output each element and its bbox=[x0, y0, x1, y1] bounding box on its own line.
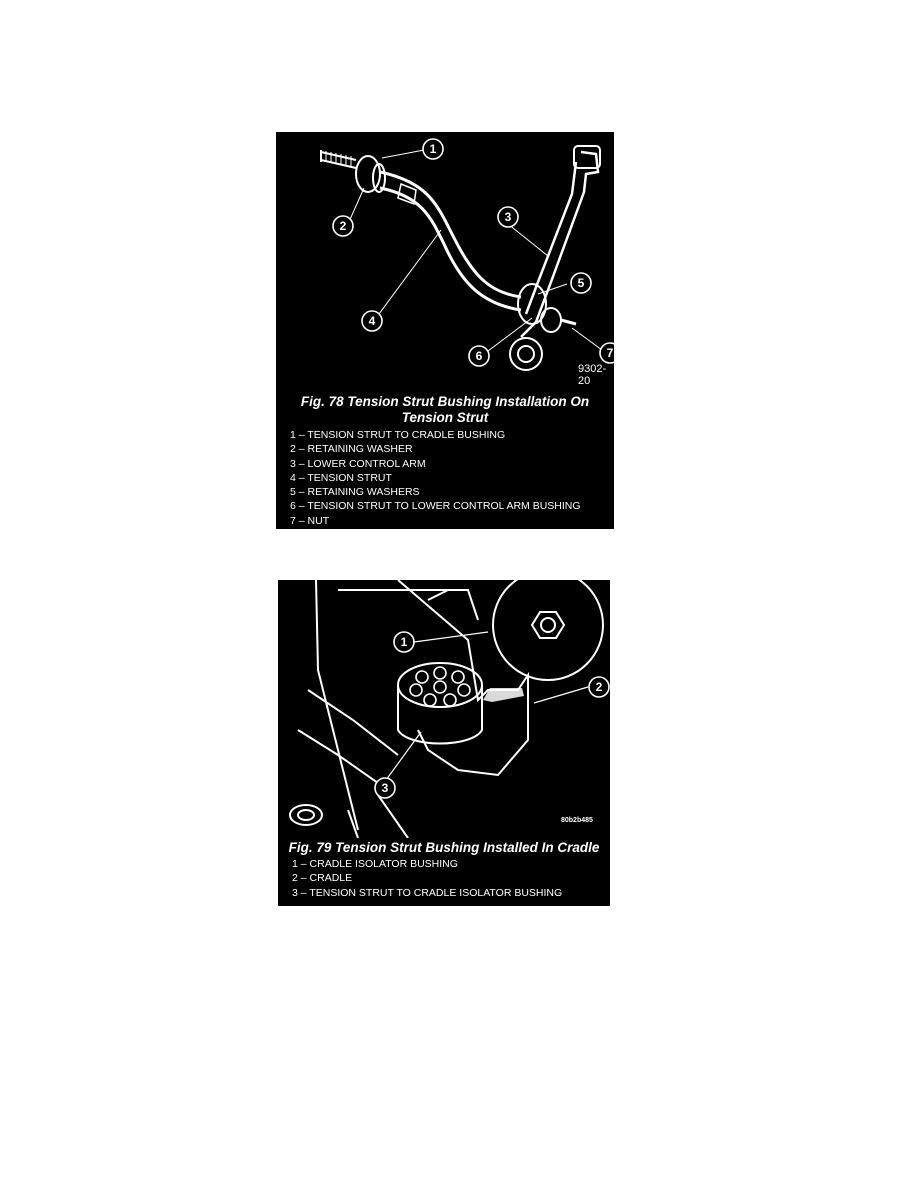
caption-line-2: Tension Strut bbox=[401, 410, 489, 425]
callout-3 bbox=[498, 207, 518, 227]
callout-1 bbox=[394, 632, 414, 652]
callout-2 bbox=[333, 216, 353, 236]
legend-item: 7 – NUT bbox=[290, 514, 330, 527]
svg-text:1: 1 bbox=[400, 635, 408, 649]
legend-item: 3 – LOWER CONTROL ARM bbox=[290, 457, 426, 470]
tension-strut-illustration bbox=[276, 132, 614, 394]
legend-item: 2 – CRADLE bbox=[292, 872, 353, 885]
legend-item: 5 – RETAINING WASHERS bbox=[290, 486, 420, 499]
svg-text:2: 2 bbox=[339, 219, 347, 233]
svg-text:3: 3 bbox=[381, 781, 389, 795]
caption-line-1: Fig. 79 Tension Strut Bushing Installed In Cradle bbox=[288, 840, 600, 855]
figure-caption bbox=[276, 394, 614, 426]
legend bbox=[292, 857, 562, 900]
figure-78 bbox=[276, 132, 614, 529]
svg-text:2: 2 bbox=[595, 680, 603, 694]
figure-79 bbox=[278, 580, 610, 906]
legend-item: 3 – TENSION STRUT TO CRADLE ISOLATOR BUSHING bbox=[292, 886, 563, 899]
legend-item: 1 – CRADLE ISOLATOR BUSHING bbox=[292, 858, 458, 870]
caption-line-1: Fig. 78 Tension Strut Bushing Installation On bbox=[300, 394, 590, 409]
legend-item: 2 – RETAINING WASHER bbox=[290, 443, 413, 456]
svg-text:6: 6 bbox=[475, 349, 483, 363]
drawing-code: 80b2b485 bbox=[561, 817, 593, 824]
legend bbox=[290, 428, 581, 528]
callout-6 bbox=[469, 346, 489, 366]
cradle-bushing-illustration bbox=[278, 580, 610, 838]
callout-5 bbox=[571, 273, 591, 293]
legend-item: 4 – TENSION STRUT bbox=[290, 471, 392, 484]
drawing-code: 9302-20 bbox=[578, 363, 607, 387]
svg-text:4: 4 bbox=[368, 314, 376, 328]
svg-text:7: 7 bbox=[606, 346, 614, 360]
callout-1 bbox=[423, 139, 443, 159]
svg-text:5: 5 bbox=[577, 276, 585, 290]
svg-text:3: 3 bbox=[504, 210, 512, 224]
legend-item: 1 – TENSION STRUT TO CRADLE BUSHING bbox=[290, 429, 506, 441]
figure-caption bbox=[278, 840, 610, 856]
callout-7 bbox=[600, 343, 614, 363]
callout-2 bbox=[589, 677, 609, 697]
svg-text:1: 1 bbox=[429, 142, 437, 156]
callout-4 bbox=[362, 311, 382, 331]
callout-3 bbox=[375, 778, 395, 798]
legend-item: 6 – TENSION STRUT TO LOWER CONTROL ARM BUSHING bbox=[290, 500, 581, 513]
